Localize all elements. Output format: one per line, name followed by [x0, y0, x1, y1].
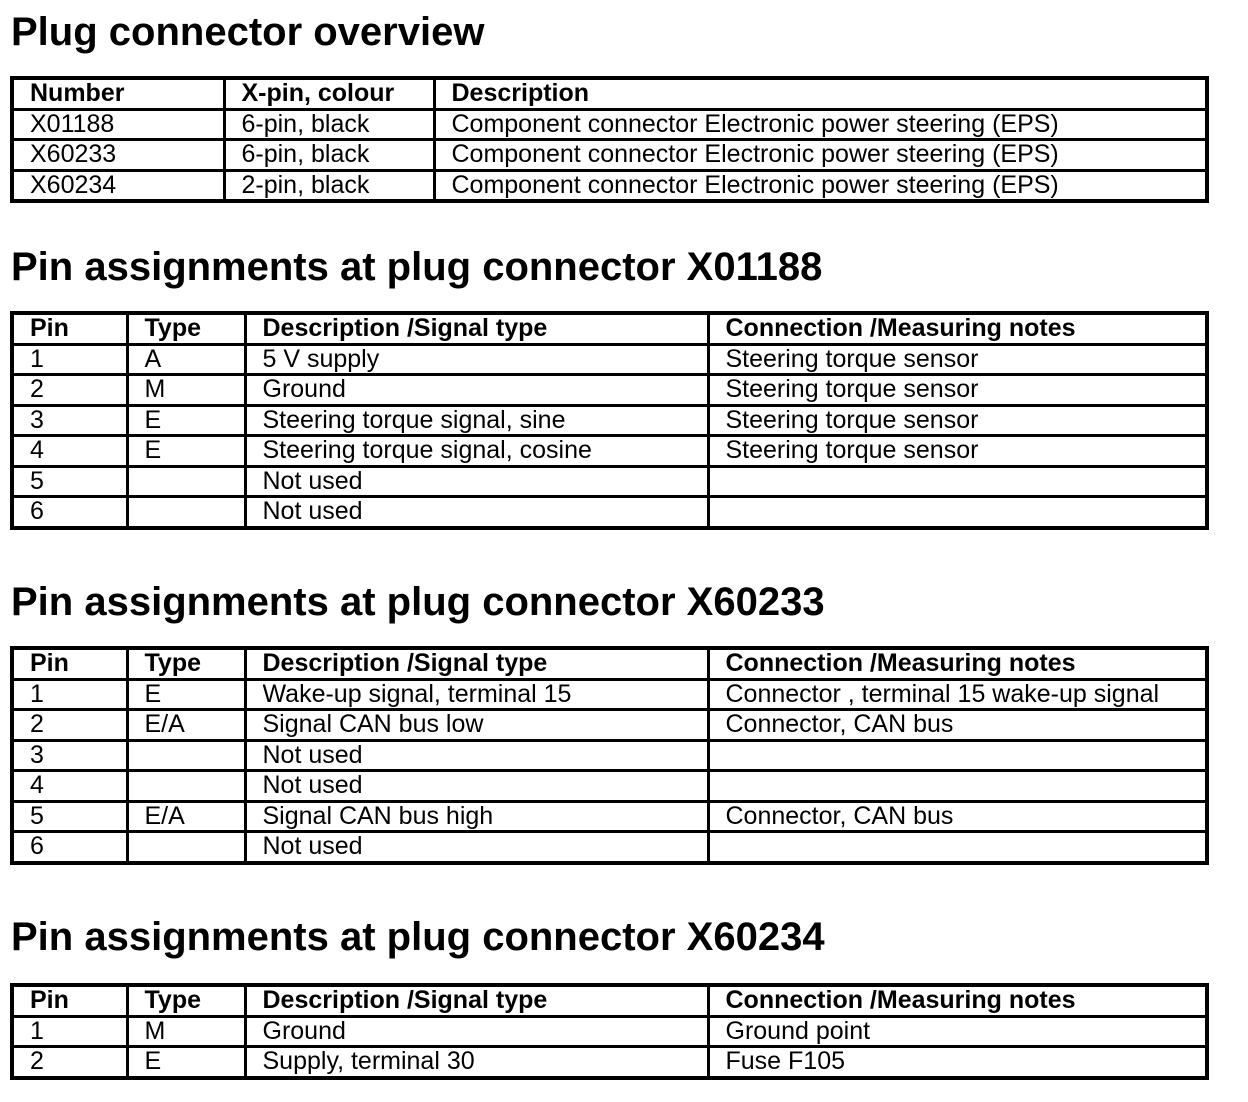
- header-description: Description: [434, 78, 1207, 109]
- table-header-row: [12, 985, 1207, 1016]
- cell-type: [127, 771, 245, 802]
- cell-description: Component connector Electronic power steering (EPS): [434, 109, 1207, 140]
- cell-pin: 4: [12, 436, 127, 467]
- x01188-table: [10, 311, 1209, 530]
- cell-signal: Steering torque signal, cosine: [245, 436, 708, 467]
- header-pin: Pin: [12, 648, 127, 679]
- cell-type: E/A: [127, 710, 245, 741]
- cell-type: [127, 740, 245, 771]
- header-number: Number: [12, 78, 224, 109]
- cell-notes: Steering torque sensor: [708, 375, 1207, 406]
- cell-type: E/A: [127, 801, 245, 832]
- cell-type: M: [127, 1016, 245, 1047]
- cell-notes: Connector, CAN bus: [708, 801, 1207, 832]
- x01188-title: Pin assignments at plug connector X01188: [11, 245, 823, 289]
- cell-type: M: [127, 375, 245, 406]
- table-header-row: [12, 78, 1207, 109]
- table-row: [12, 344, 1207, 375]
- header-measuring-notes: Connection /Measuring notes: [708, 985, 1207, 1016]
- cell-type: E: [127, 1047, 245, 1078]
- header-signal-type: Description /Signal type: [245, 648, 708, 679]
- table-row: [12, 405, 1207, 436]
- cell-signal: Not used: [245, 497, 708, 528]
- cell-description: Component connector Electronic power steering (EPS): [434, 170, 1207, 201]
- header-measuring-notes: Connection /Measuring notes: [708, 648, 1207, 679]
- header-type: Type: [127, 648, 245, 679]
- overview-table: [10, 76, 1209, 203]
- overview-title: Plug connector overview: [11, 10, 485, 54]
- cell-number: X01188: [12, 109, 224, 140]
- table-row: [12, 740, 1207, 771]
- cell-signal: Ground: [245, 1016, 708, 1047]
- table-row: [12, 710, 1207, 741]
- table-header-row: [12, 313, 1207, 344]
- table-row: [12, 801, 1207, 832]
- cell-signal: 5 V supply: [245, 344, 708, 375]
- cell-type: [127, 832, 245, 863]
- cell-signal: Steering torque signal, sine: [245, 405, 708, 436]
- cell-pin: 4: [12, 771, 127, 802]
- table-row: [12, 170, 1207, 201]
- cell-signal: Not used: [245, 832, 708, 863]
- table-header-row: [12, 648, 1207, 679]
- x60234-title: Pin assignments at plug connector X60234: [11, 915, 825, 959]
- cell-pin: 2: [12, 1047, 127, 1078]
- cell-signal: Not used: [245, 466, 708, 497]
- cell-notes: Connector, CAN bus: [708, 710, 1207, 741]
- cell-signal: Wake-up signal, terminal 15: [245, 679, 708, 710]
- cell-xpin: 2-pin, black: [224, 170, 434, 201]
- table-row: [12, 436, 1207, 467]
- header-signal-type: Description /Signal type: [245, 313, 708, 344]
- cell-pin: 1: [12, 344, 127, 375]
- header-pin: Pin: [12, 985, 127, 1016]
- cell-xpin: 6-pin, black: [224, 109, 434, 140]
- cell-type: E: [127, 436, 245, 467]
- cell-type: [127, 466, 245, 497]
- cell-pin: 5: [12, 466, 127, 497]
- table-row: [12, 832, 1207, 863]
- cell-signal: Signal CAN bus high: [245, 801, 708, 832]
- cell-pin: 3: [12, 405, 127, 436]
- header-pin: Pin: [12, 313, 127, 344]
- cell-type: [127, 497, 245, 528]
- x60234-table: [10, 983, 1209, 1080]
- cell-notes: [708, 771, 1207, 802]
- cell-pin: 1: [12, 1016, 127, 1047]
- table-row: [12, 140, 1207, 171]
- cell-notes: Steering torque sensor: [708, 405, 1207, 436]
- cell-notes: [708, 832, 1207, 863]
- table-row: [12, 109, 1207, 140]
- cell-pin: 2: [12, 710, 127, 741]
- cell-notes: Steering torque sensor: [708, 344, 1207, 375]
- cell-signal: Not used: [245, 771, 708, 802]
- cell-number: X60234: [12, 170, 224, 201]
- cell-pin: 6: [12, 832, 127, 863]
- cell-pin: 6: [12, 497, 127, 528]
- header-measuring-notes: Connection /Measuring notes: [708, 313, 1207, 344]
- cell-notes: [708, 740, 1207, 771]
- table-row: [12, 375, 1207, 406]
- cell-notes: Ground point: [708, 1016, 1207, 1047]
- x60233-table: [10, 646, 1209, 865]
- header-xpin-colour: X-pin, colour: [224, 78, 434, 109]
- cell-notes: Connector , terminal 15 wake-up signal: [708, 679, 1207, 710]
- cell-pin: 1: [12, 679, 127, 710]
- cell-notes: [708, 466, 1207, 497]
- table-row: [12, 1047, 1207, 1078]
- cell-type: A: [127, 344, 245, 375]
- x60233-title: Pin assignments at plug connector X60233: [11, 580, 825, 624]
- table-row: [12, 466, 1207, 497]
- table-row: [12, 771, 1207, 802]
- cell-xpin: 6-pin, black: [224, 140, 434, 171]
- table-row: [12, 497, 1207, 528]
- table-row: [12, 679, 1207, 710]
- cell-signal: Not used: [245, 740, 708, 771]
- cell-type: E: [127, 679, 245, 710]
- header-signal-type: Description /Signal type: [245, 985, 708, 1016]
- cell-pin: 5: [12, 801, 127, 832]
- cell-notes: Fuse F105: [708, 1047, 1207, 1078]
- cell-pin: 3: [12, 740, 127, 771]
- cell-pin: 2: [12, 375, 127, 406]
- table-row: [12, 1016, 1207, 1047]
- cell-signal: Signal CAN bus low: [245, 710, 708, 741]
- header-type: Type: [127, 313, 245, 344]
- cell-number: X60233: [12, 140, 224, 171]
- header-type: Type: [127, 985, 245, 1016]
- cell-signal: Ground: [245, 375, 708, 406]
- cell-notes: Steering torque sensor: [708, 436, 1207, 467]
- cell-type: E: [127, 405, 245, 436]
- cell-description: Component connector Electronic power steering (EPS): [434, 140, 1207, 171]
- cell-notes: [708, 497, 1207, 528]
- cell-signal: Supply, terminal 30: [245, 1047, 708, 1078]
